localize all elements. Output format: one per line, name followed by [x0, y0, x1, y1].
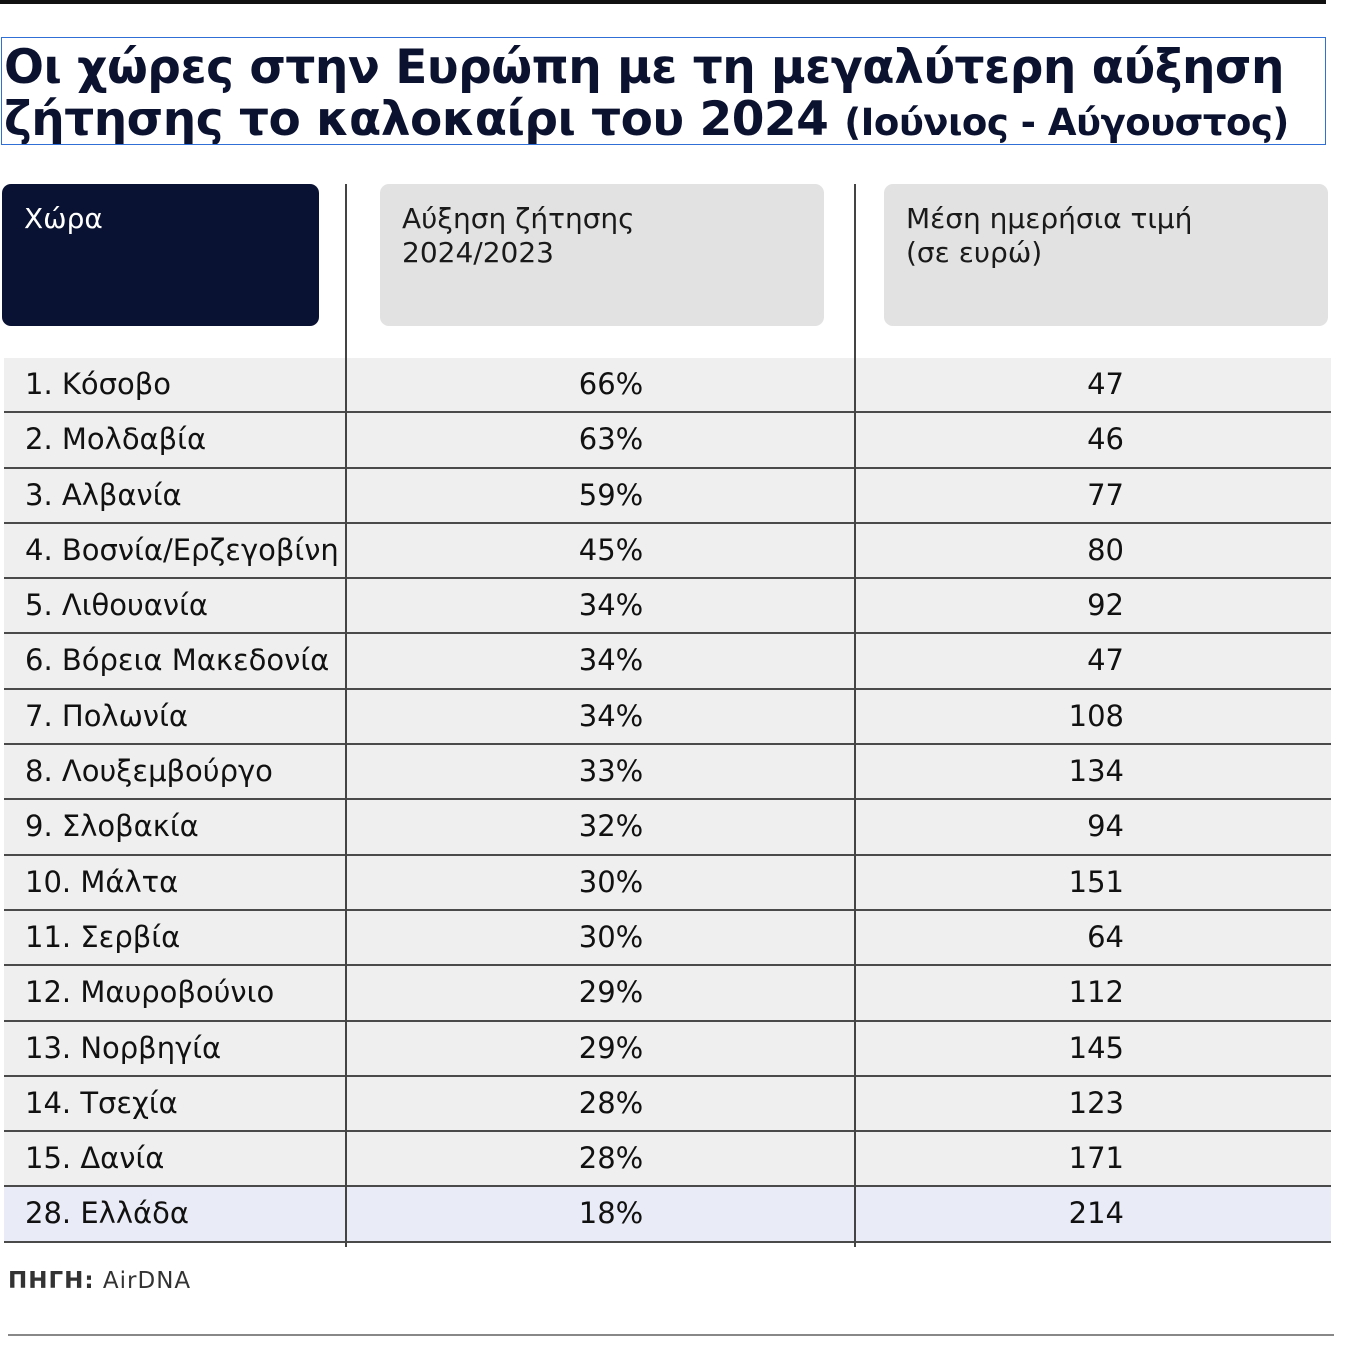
header-price-line-2: (σε ευρώ) — [906, 236, 1043, 269]
table-row — [4, 1077, 1331, 1132]
table-row — [4, 1022, 1331, 1077]
price-cell: 151 — [1068, 864, 1124, 899]
price-cell: 145 — [1068, 1030, 1124, 1065]
growth-cell: 34% — [578, 588, 644, 623]
title-line-2 — [4, 92, 1289, 145]
table-row — [4, 413, 1331, 468]
growth-cell: 34% — [578, 698, 644, 733]
table-row — [4, 911, 1331, 966]
growth-cell: 29% — [578, 975, 644, 1010]
table-row — [4, 1187, 1331, 1242]
growth-cell: 29% — [578, 1030, 644, 1065]
country-cell: 6. Βόρεια Μακεδονία — [25, 643, 330, 678]
table-row — [4, 634, 1331, 689]
country-cell: 11. Σερβία — [25, 919, 181, 954]
table-row — [4, 469, 1331, 524]
country-cell: 14. Τσεχία — [25, 1085, 178, 1120]
price-cell: 64 — [1087, 919, 1124, 954]
growth-cell: 30% — [578, 864, 644, 899]
header-growth — [380, 184, 824, 326]
table-row — [4, 966, 1331, 1021]
growth-cell: 30% — [578, 919, 644, 954]
table-row — [4, 579, 1331, 634]
growth-cell: 45% — [578, 532, 644, 567]
price-cell: 77 — [1087, 477, 1124, 512]
header-growth-line-1: Αύξηση ζήτησης — [402, 202, 635, 235]
growth-cell: 18% — [578, 1196, 644, 1231]
top-rule — [0, 0, 1326, 4]
price-cell: 112 — [1068, 975, 1124, 1010]
title-period: (Ιούνιος - Αύγουστος) — [844, 101, 1289, 144]
bottom-rule — [8, 1334, 1334, 1336]
price-cell: 214 — [1068, 1196, 1124, 1231]
country-cell: 28. Ελλάδα — [25, 1196, 189, 1231]
country-cell: 8. Λουξεμβούργο — [25, 754, 273, 789]
table-row — [4, 856, 1331, 911]
country-cell: 5. Λιθουανία — [25, 588, 209, 623]
country-cell: 9. Σλοβακία — [25, 809, 199, 844]
source-label: ΠΗΓΗ: — [8, 1268, 95, 1294]
column-divider — [854, 184, 856, 1247]
growth-cell: 32% — [578, 809, 644, 844]
header-country-label: Χώρα — [24, 202, 103, 235]
price-cell: 108 — [1068, 698, 1124, 733]
table-row — [4, 745, 1331, 800]
price-cell: 47 — [1087, 367, 1124, 401]
price-cell: 80 — [1087, 532, 1124, 567]
country-cell: 7. Πολωνία — [25, 698, 189, 733]
table-row — [4, 524, 1331, 579]
table-row — [4, 358, 1331, 413]
growth-cell: 28% — [578, 1141, 644, 1176]
growth-cell: 28% — [578, 1085, 644, 1120]
header-price-line-1: Μέση ημερήσια τιμή — [906, 202, 1193, 235]
country-cell: 12. Μαυροβούνιο — [25, 975, 275, 1010]
country-cell: 10. Μάλτα — [25, 864, 179, 899]
table-row — [4, 800, 1331, 855]
country-cell: 1. Κόσοβο — [25, 367, 172, 401]
country-cell: 2. Μολδαβία — [25, 422, 207, 457]
price-cell: 46 — [1087, 422, 1124, 457]
growth-cell: 59% — [578, 477, 644, 512]
country-cell: 13. Νορβηγία — [25, 1030, 222, 1065]
source-note — [8, 1268, 191, 1294]
price-cell: 94 — [1087, 809, 1124, 844]
title-line-1: Οι χώρες στην Ευρώπη με τη μεγαλύτερη αύξηση — [4, 40, 1285, 95]
column-divider — [345, 184, 347, 1247]
source-value: AirDNA — [102, 1268, 192, 1294]
country-cell: 15. Δανία — [25, 1141, 165, 1176]
growth-cell: 33% — [578, 754, 644, 789]
growth-cell: 66% — [578, 367, 644, 401]
table-body — [4, 358, 1331, 1243]
growth-cell: 34% — [578, 643, 644, 678]
price-cell: 134 — [1068, 754, 1124, 789]
country-cell: 4. Βοσνία/Ερζεγοβίνη — [25, 532, 339, 567]
price-cell: 171 — [1068, 1141, 1124, 1176]
title-line-2-main: ζήτησης το καλοκαίρι του 2024 — [4, 92, 829, 145]
growth-cell: 63% — [578, 422, 644, 457]
chart-title — [1, 37, 1326, 145]
table-row — [4, 690, 1331, 745]
header-country — [2, 184, 319, 326]
header-growth-line-2: 2024/2023 — [402, 236, 554, 269]
table-row — [4, 1132, 1331, 1187]
price-cell: 123 — [1068, 1085, 1124, 1120]
price-cell: 47 — [1087, 643, 1124, 678]
country-cell: 3. Αλβανία — [25, 477, 182, 512]
price-cell: 92 — [1087, 588, 1124, 623]
header-price — [884, 184, 1328, 326]
